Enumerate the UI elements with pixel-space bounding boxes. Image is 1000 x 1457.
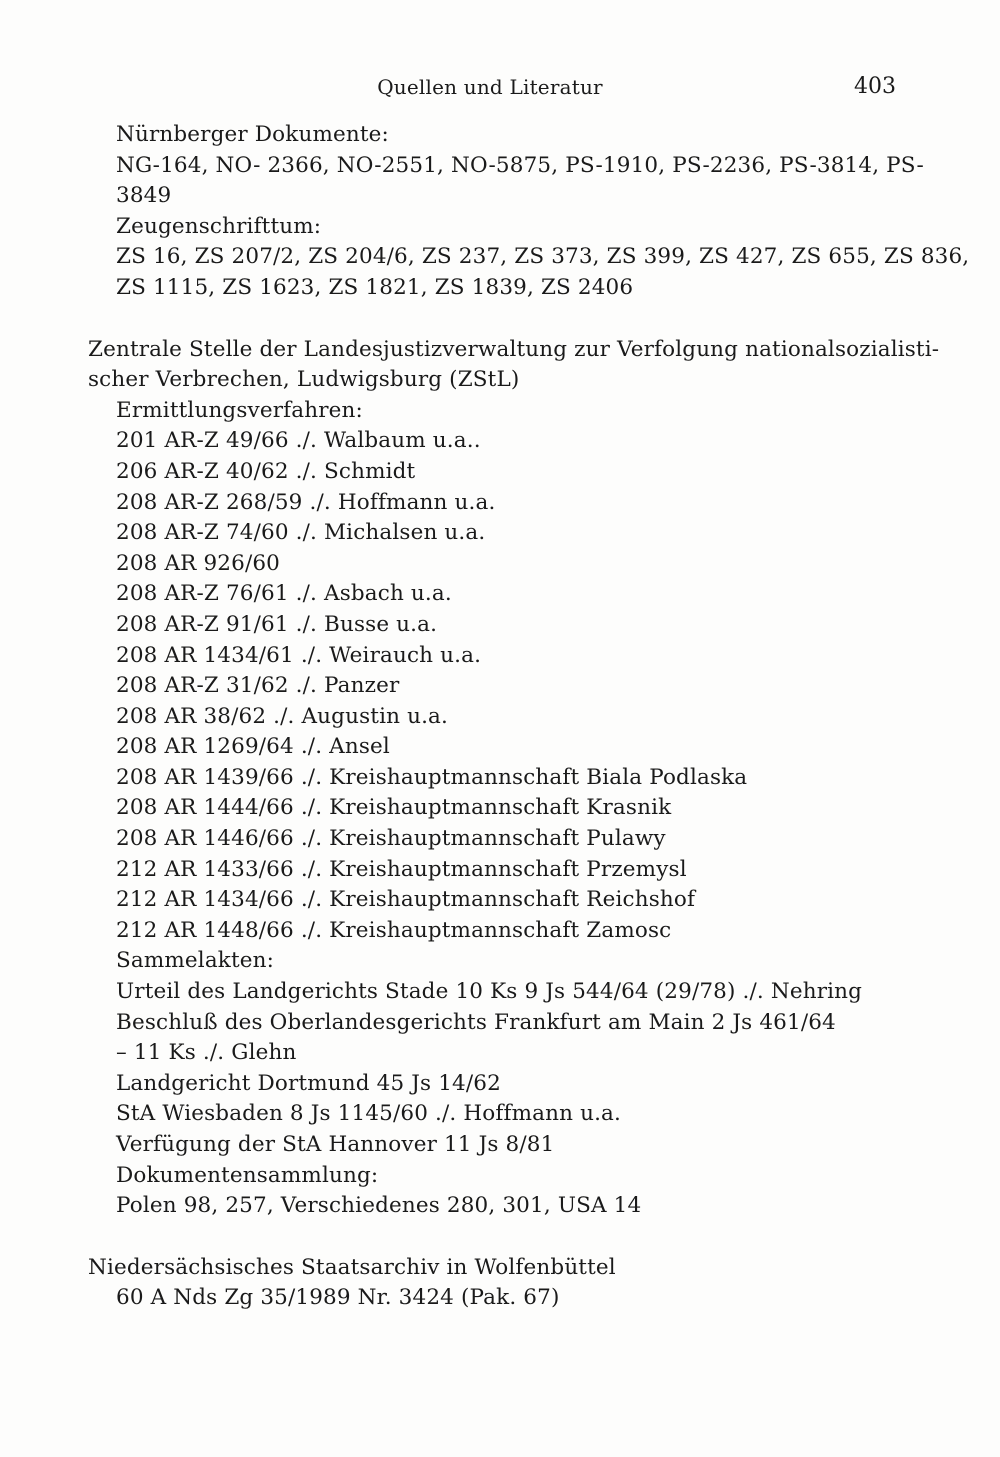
source-line: ZS 1115, ZS 1623, ZS 1821, ZS 1839, ZS 2406	[116, 274, 634, 300]
running-header	[0, 72, 1000, 102]
source-line: Dokumentensammlung:	[116, 1162, 379, 1188]
source-line: 201 AR-Z 49/66 ./. Walbaum u.a..	[116, 428, 481, 454]
source-line: Beschluß des Oberlandesgerichts Frankfurt am Main 2 Js 461/64	[116, 1009, 836, 1035]
source-line: 208 AR 1434/61 ./. Weirauch u.a.	[116, 642, 482, 668]
source-line: 208 AR 1444/66 ./. Kreishauptmannschaft Krasnik	[116, 795, 672, 821]
source-line: 3849	[116, 183, 172, 209]
source-line: Polen 98, 257, Verschiedenes 280, 301, USA 14	[116, 1193, 642, 1219]
source-line: Zeugenschrifttum:	[116, 213, 322, 239]
page-number: 403	[854, 74, 896, 99]
source-line: 60 A Nds Zg 35/1989 Nr. 3424 (Pak. 67)	[116, 1285, 560, 1311]
source-line: 208 AR 38/62 ./. Augustin u.a.	[116, 703, 449, 729]
source-line: Verfügung der StA Hannover 11 Js 8/81	[116, 1132, 555, 1157]
running-title: Quellen und Literatur	[377, 75, 603, 99]
source-line: – 11 Ks ./. Glehn	[116, 1040, 297, 1066]
source-line: 208 AR-Z 31/62 ./. Panzer	[116, 673, 400, 699]
source-line: Nürnberger Dokumente:	[116, 122, 389, 147]
source-line: NG-164, NO- 2366, NO-2551, NO-5875, PS-1910, PS-2236, PS-3814, PS-	[116, 152, 924, 178]
source-line: 208 AR 1446/66 ./. Kreishauptmannschaft Pulawy	[116, 826, 666, 852]
source-list	[88, 120, 970, 1314]
source-line: 208 AR-Z 268/59 ./. Hoffmann u.a.	[116, 489, 496, 515]
source-line: 212 AR 1434/66 ./. Kreishauptmannschaft Reichshof	[116, 887, 696, 913]
source-line: 208 AR 1269/64 ./. Ansel	[116, 734, 390, 760]
source-section	[88, 120, 970, 304]
source-section	[88, 1253, 902, 1314]
source-line: 208 AR 926/60	[116, 550, 281, 576]
source-line: 208 AR-Z 76/61 ./. Asbach u.a.	[116, 581, 452, 607]
source-line: 212 AR 1433/66 ./. Kreishauptmannschaft Przemysl	[116, 856, 687, 882]
source-line: 206 AR-Z 40/62 ./. Schmidt	[116, 458, 416, 484]
source-line: Ermittlungsverfahren:	[116, 397, 363, 423]
source-line: StA Wiesbaden 8 Js 1145/60 ./. Hoffmann u.a.	[116, 1101, 622, 1127]
source-line: Urteil des Landgerichts Stade 10 Ks 9 Js 544/64 (29/78) ./. Nehring	[116, 979, 863, 1005]
source-line: scher Verbrechen, Ludwigsburg (ZStL)	[88, 367, 520, 393]
source-line: Landgericht Dortmund 45 Js 14/62	[116, 1070, 501, 1096]
source-line: 208 AR-Z 74/60 ./. Michalsen u.a.	[116, 520, 486, 546]
source-line: Sammelakten:	[116, 948, 275, 974]
source-line: 208 AR-Z 91/61 ./. Busse u.a.	[116, 611, 438, 637]
source-line: 212 AR 1448/66 ./. Kreishauptmannschaft Zamosc	[116, 917, 672, 943]
source-line: 208 AR 1439/66 ./. Kreishauptmannschaft Biala Podlaska	[116, 764, 748, 790]
source-line: ZS 16, ZS 207/2, ZS 204/6, ZS 237, ZS 373, ZS 399, ZS 427, ZS 655, ZS 836,	[116, 244, 970, 270]
source-line: Zentrale Stelle der Landesjustizverwaltung zur Verfolgung nationalsozialisti-	[88, 336, 940, 362]
source-line: Niedersächsisches Staatsarchiv in Wolfenbüttel	[88, 1254, 616, 1280]
source-section	[88, 335, 940, 1222]
